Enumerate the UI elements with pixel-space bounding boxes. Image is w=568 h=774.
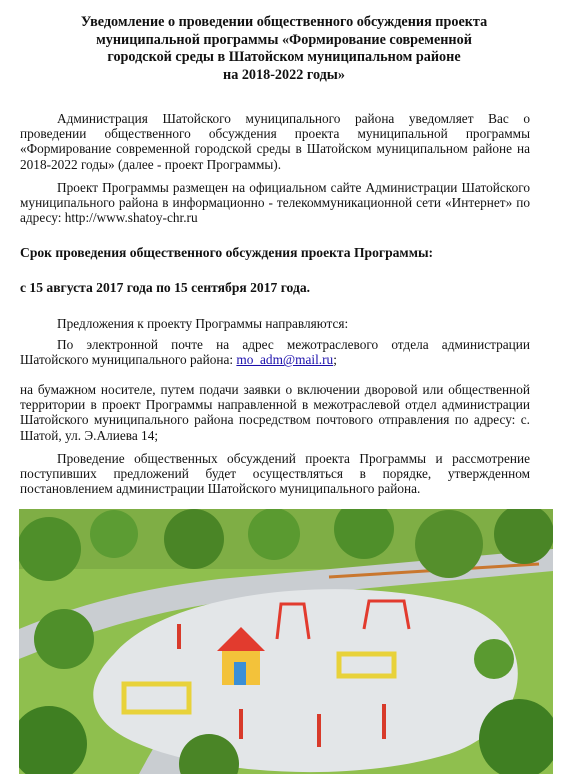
playground-image xyxy=(19,509,553,774)
title-line: муниципальной программы «Формирование современной xyxy=(96,31,472,48)
title-line: Уведомление о проведении общественного обсуждения проекта xyxy=(80,14,488,30)
document-title xyxy=(20,14,548,84)
placement-paragraph: Проект Программы размещен на официальном сайте Администрации Шатойского муниципального района в информационно - телекоммуникационной сети «Интернет» по адресу: http://www.shatoy-chr.ru xyxy=(20,180,530,226)
title-line: на 2018-2022 годы» xyxy=(223,66,345,83)
email-text: По электронной почте на адрес межотраслевого отдела администрации Шатойского муниципального района: xyxy=(20,337,530,368)
period-heading: Срок проведения общественного обсуждения проекта Программы: xyxy=(20,245,434,260)
email-paragraph xyxy=(20,337,530,367)
paper-paragraph: на бумажном носителе, путем подачи заявки о включении дворовой или общественной территории в проект Программы направленной в межотраслевой отдел администрации Шатойского муниципального района посредством почтового отправления по адресу: с. Шатой, ул. Э.Алиева 14; xyxy=(20,382,530,443)
period-dates: с 15 августа 2017 года по 15 сентября 2017 года. xyxy=(20,280,311,295)
intro-paragraph: Администрация Шатойского муниципального района уведомляет Вас о проведении общественного обсуждения проекта муниципальной программы «Формирование современной городской среды в Шатойском муниципальном районе на 2018-2022 годы» (далее - проект Программы). xyxy=(20,111,530,172)
playground-illustration xyxy=(19,509,553,774)
conclusion-paragraph: Проведение общественных обсуждений проекта Программы и рассмотрение поступивших предложений будет осуществляться в порядке, утвержденном постановлением администрации Шатойского муниципального района. xyxy=(20,451,530,497)
proposals-intro: Предложения к проекту Программы направляются: xyxy=(57,316,349,331)
email-link[interactable]: mo_adm@mail.ru xyxy=(236,352,334,368)
title-line: городской среды в Шатойском муниципальном районе xyxy=(107,49,461,65)
email-suffix: ; xyxy=(333,352,337,368)
